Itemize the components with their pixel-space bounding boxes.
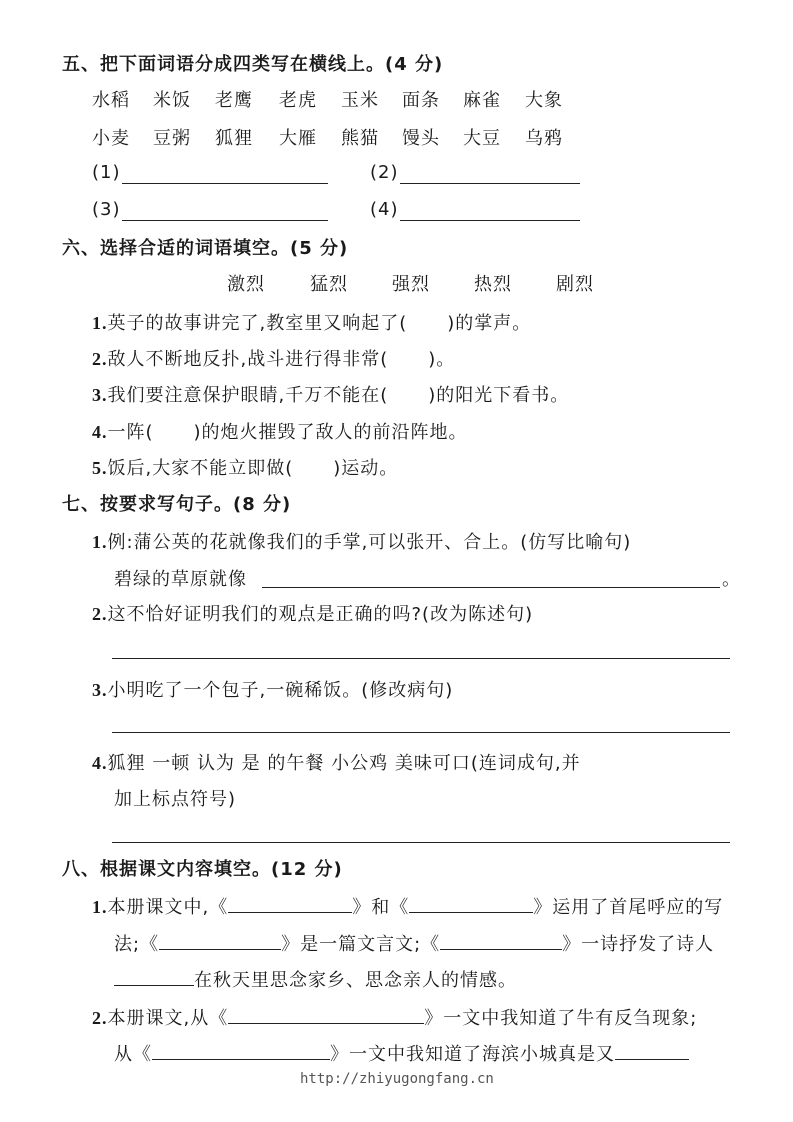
question-text: 法;《 <box>114 934 160 955</box>
fill-blank[interactable] <box>409 896 533 913</box>
question-text: 敌人不断地反扑,战斗进行得非常( <box>107 349 389 370</box>
question-text: 这不恰好证明我们的观点是正确的吗?(改为陈述句) <box>107 604 534 625</box>
word: 米饭 <box>153 90 191 111</box>
question-number: 1. <box>92 313 108 333</box>
question-text: 》是一篇文言文;《 <box>281 934 441 955</box>
question-text: 小明吃了一个包子,一碗稀饭。(修改病句) <box>107 680 454 701</box>
answer-line[interactable] <box>262 587 720 588</box>
blank-label-2: (2) <box>370 162 399 183</box>
question-6-3 <box>92 381 569 407</box>
question-text: 例:蒲公英的花就像我们的手掌,可以张开、合上。(仿写比喻句) <box>107 532 632 553</box>
period: 。 <box>722 569 741 590</box>
question-7-3 <box>92 676 453 702</box>
word: 小麦 <box>92 128 130 149</box>
word: 玉米 <box>341 90 379 111</box>
choice-word: 猛烈 <box>310 274 348 295</box>
question-number: 3. <box>92 385 108 405</box>
question-number: 4. <box>92 422 108 442</box>
question-number: 2. <box>92 604 108 624</box>
question-text: )运动。 <box>333 458 399 479</box>
fill-blank[interactable] <box>615 1043 689 1060</box>
question-8-2-line-1 <box>92 1004 697 1030</box>
question-text: 在秋天里思念家乡、思念亲人的情感。 <box>194 970 517 991</box>
question-6-2 <box>92 345 455 371</box>
blank-label-1: (1) <box>92 162 121 183</box>
question-7-1 <box>92 528 631 554</box>
question-number: 2. <box>92 1008 108 1028</box>
section-8-title: 八、根据课文内容填空。(12 分) <box>62 859 343 880</box>
answer-line[interactable] <box>112 732 730 733</box>
question-text: 》一文中我知道了海滨小城真是又 <box>330 1044 615 1065</box>
answer-line[interactable] <box>112 842 730 843</box>
question-text: 我们要注意保护眼睛,千万不能在( <box>107 385 389 406</box>
question-text: )。 <box>428 349 456 370</box>
question-text: 本册课文,从《 <box>107 1008 229 1029</box>
question-text: 英子的故事讲完了,教室里又响起了( <box>107 313 408 334</box>
question-text: 从《 <box>114 1044 152 1065</box>
question-text: 》一文中我知道了牛有反刍现象; <box>424 1008 698 1029</box>
fill-blank[interactable] <box>114 969 194 986</box>
fill-blank[interactable] <box>440 933 562 950</box>
question-text: 狐狸 一顿 认为 是 的午餐 小公鸡 美味可口(连词成句,并 <box>107 753 581 774</box>
question-8-2-line-2 <box>114 1040 689 1066</box>
footer-url: http://zhiyugongfang.cn <box>300 1071 494 1087</box>
fill-blank[interactable] <box>228 896 352 913</box>
answer-line[interactable] <box>122 183 328 184</box>
question-number: 1. <box>92 532 108 552</box>
choice-word: 热烈 <box>474 274 512 295</box>
word: 老虎 <box>279 90 317 111</box>
question-7-4 <box>92 749 581 775</box>
word: 乌鸦 <box>525 128 563 149</box>
word: 熊猫 <box>341 128 379 149</box>
fill-blank[interactable] <box>228 1007 424 1024</box>
question-text: 饭后,大家不能立即做( <box>107 458 294 479</box>
question-7-2 <box>92 600 533 626</box>
question-6-5 <box>92 454 398 480</box>
word: 老鹰 <box>215 90 253 111</box>
question-text: 本册课文中,《 <box>107 897 229 918</box>
answer-line[interactable] <box>122 220 328 221</box>
answer-line[interactable] <box>112 658 730 659</box>
word: 大雁 <box>279 128 317 149</box>
question-8-1-line-1 <box>92 893 723 919</box>
question-text: 》一诗抒发了诗人 <box>562 934 715 955</box>
fill-blank[interactable] <box>152 1043 330 1060</box>
word: 大象 <box>525 90 563 111</box>
fill-blank[interactable] <box>159 933 281 950</box>
section-7-title: 七、按要求写句子。(8 分) <box>62 494 292 515</box>
question-6-4 <box>92 418 468 444</box>
word: 大豆 <box>463 128 501 149</box>
word: 水稻 <box>92 90 130 111</box>
question-number: 4. <box>92 753 108 773</box>
question-text: 》和《 <box>352 897 410 918</box>
question-text: )的炮火摧毁了敌人的前沿阵地。 <box>193 422 468 443</box>
section-5-title: 五、把下面词语分成四类写在横线上。(4 分) <box>62 54 444 75</box>
question-7-1-prompt: 碧绿的草原就像 <box>114 569 247 590</box>
question-number: 5. <box>92 458 108 478</box>
question-text: 》运用了首尾呼应的写 <box>533 897 724 918</box>
question-8-1-line-3 <box>114 966 517 992</box>
question-6-1 <box>92 309 531 335</box>
question-number: 2. <box>92 349 108 369</box>
blank-label-3: (3) <box>92 199 121 220</box>
answer-line[interactable] <box>400 220 580 221</box>
choice-word: 强烈 <box>392 274 430 295</box>
choice-word: 激烈 <box>227 274 265 295</box>
section-6-title: 六、选择合适的词语填空。(5 分) <box>62 238 349 259</box>
question-8-1-line-2 <box>114 930 714 956</box>
word: 面条 <box>402 90 440 111</box>
word: 豆粥 <box>153 128 191 149</box>
blank-label-4: (4) <box>370 199 399 220</box>
choice-word: 剧烈 <box>556 274 594 295</box>
question-text: )的掌声。 <box>447 313 532 334</box>
question-number: 3. <box>92 680 108 700</box>
question-number: 1. <box>92 897 108 917</box>
question-text: )的阳光下看书。 <box>428 385 570 406</box>
word: 狐狸 <box>215 128 253 149</box>
word: 麻雀 <box>463 90 501 111</box>
question-7-4-cont: 加上标点符号) <box>114 789 237 810</box>
answer-line[interactable] <box>400 183 580 184</box>
question-text: 一阵( <box>107 422 154 443</box>
word: 馒头 <box>402 128 440 149</box>
